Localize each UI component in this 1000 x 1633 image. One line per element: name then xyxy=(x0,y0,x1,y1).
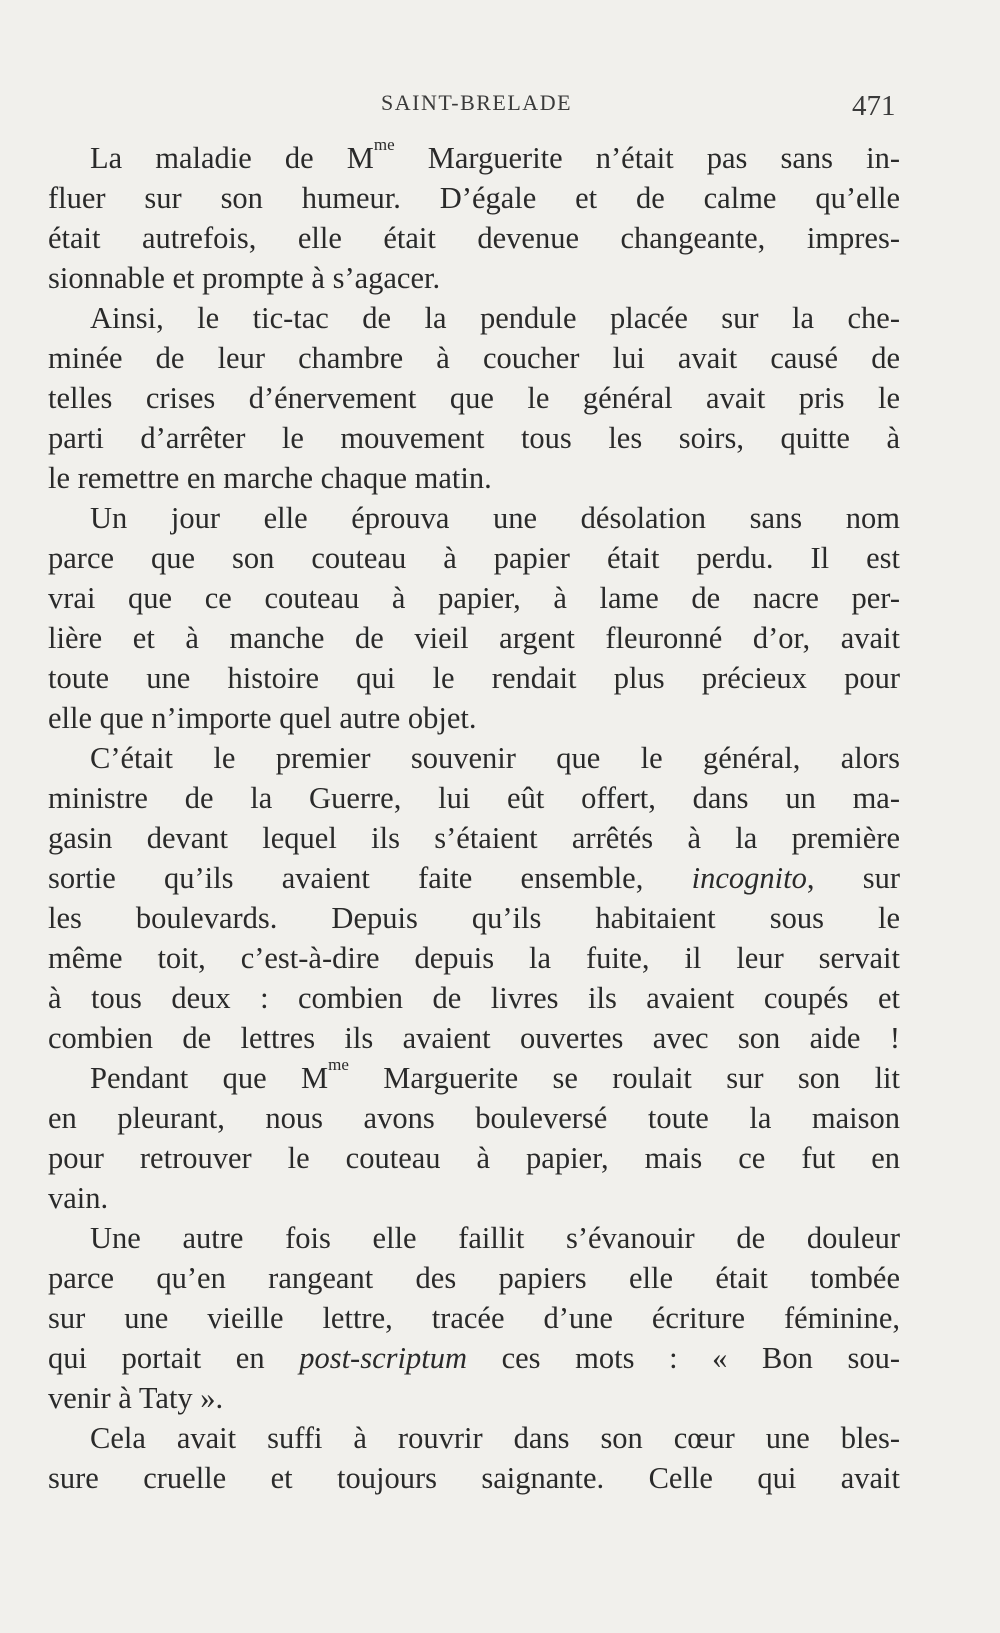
text-line: venir à Taty ». xyxy=(48,1381,224,1415)
text-line: Un jour elle éprouva une désolation sans nom xyxy=(90,501,900,535)
text-line: parce que son couteau à papier était perdu. Il est xyxy=(48,541,900,575)
text-line: Une autre fois elle faillit s’évanouir de douleur xyxy=(90,1221,900,1255)
text-line: le remettre en marche chaque matin. xyxy=(48,461,492,495)
text-line: Cela avait suffi à rouvrir dans son cœur une bles- xyxy=(90,1421,900,1455)
text-line: La maladie de $M^{me}$ Marguerite n’était pas sans in- xyxy=(90,138,900,175)
text-line: sionnable et prompte à s’agacer. xyxy=(48,261,441,295)
text-line: les boulevards. Depuis qu’ils habitaient sous le xyxy=(48,901,900,935)
text-line: ministre de la Guerre, lui eût offert, dans un ma- xyxy=(48,781,900,815)
text-line: qui portait en post-scriptum ces mots : « Bon sou- xyxy=(48,1341,900,1375)
page-header xyxy=(0,84,1000,124)
text-line: sur une vieille lettre, tracée d’une écriture féminine, xyxy=(48,1301,900,1335)
running-head: SAINT-BRELADE xyxy=(381,90,573,115)
page-number: 471 xyxy=(852,90,896,122)
text-line: lière et à manche de vieil argent fleuronné d’or, avait xyxy=(48,621,900,655)
text-line: parce qu’en rangeant des papiers elle était tombée xyxy=(48,1261,900,1295)
text-line: était autrefois, elle était devenue changeante, impres- xyxy=(48,221,900,255)
text-line: fluer sur son humeur. D’égale et de calme qu’elle xyxy=(48,181,900,215)
text-line: elle que n’importe quel autre objet. xyxy=(48,701,477,735)
text-line: Ainsi, le tic-tac de la pendule placée sur la che- xyxy=(90,301,900,335)
text-line: parti d’arrêter le mouvement tous les soirs, quitte à xyxy=(48,421,900,455)
text-line: sortie qu’ils avaient faite ensemble, incognito, sur xyxy=(48,861,900,895)
text-line: C’était le premier souvenir que le général, alors xyxy=(90,741,900,775)
text-line: à tous deux : combien de livres ils avaient coupés et xyxy=(48,981,900,1015)
text-line: minée de leur chambre à coucher lui avait causé de xyxy=(48,341,900,375)
text-line: pour retrouver le couteau à papier, mais ce fut en xyxy=(48,1141,900,1175)
text-line: en pleurant, nous avons bouleversé toute la maison xyxy=(48,1101,900,1135)
text-line: vrai que ce couteau à papier, à lame de nacre per- xyxy=(48,581,900,615)
text-line: combien de lettres ils avaient ouvertes avec son aide ! xyxy=(48,1021,900,1055)
text-line: toute une histoire qui le rendait plus précieux pour xyxy=(48,661,900,695)
text-line: telles crises d’énervement que le général avait pris le xyxy=(48,381,900,415)
text-line: vain. xyxy=(48,1181,109,1215)
text-line: gasin devant lequel ils s’étaient arrêtés à la première xyxy=(48,821,900,855)
text-line: Pendant que $M^{me}$ Marguerite se roulait sur son lit xyxy=(90,1058,900,1095)
text-line: même toit, c’est-à-dire depuis la fuite, il leur servait xyxy=(48,941,900,975)
text-line: sure cruelle et toujours saignante. Celle qui avait xyxy=(48,1461,900,1495)
